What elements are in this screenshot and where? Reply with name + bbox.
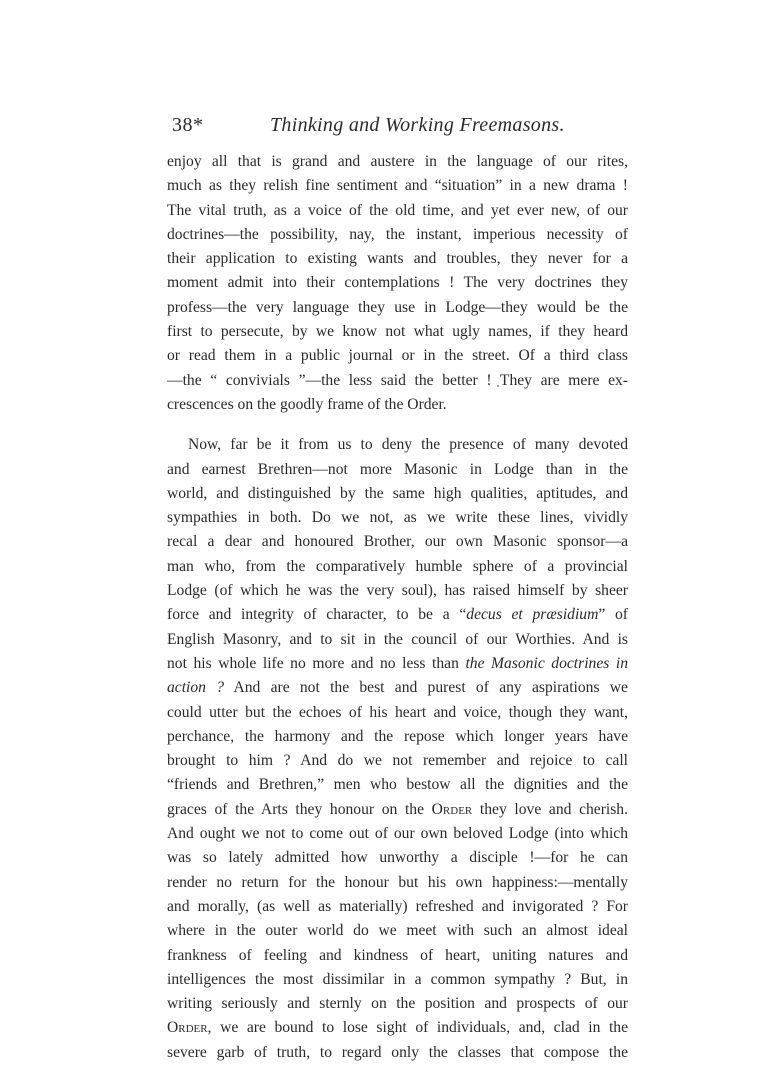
page-header <box>172 114 642 144</box>
text-line: moment admit into their contemplations ! The very doctrines they <box>167 274 628 292</box>
text-line: world, and distinguished by the same high qualities, aptitudes, and <box>167 484 628 502</box>
text-line: The vital truth, as a voice of the old time, and yet ever new, of our <box>167 201 628 219</box>
body-text <box>167 150 628 1065</box>
small-caps-word: Order <box>431 800 473 818</box>
text-line: English Masonry, and to sit in the council of our Worthies. And is <box>167 630 628 648</box>
text-line: “friends and Brethren,” men who bestow all the dignities and the <box>167 776 628 794</box>
paragraph-2 <box>167 433 628 1065</box>
text-line <box>167 603 628 627</box>
text-run: And are not the best and purest of any aspirations we <box>224 679 628 697</box>
small-caps-word: Order <box>167 1019 208 1037</box>
text-line: render no return for the honour but his own happiness:—mentally <box>167 873 628 891</box>
text-line: and earnest Brethren—not more Masonic in Lodge than in the <box>167 460 628 478</box>
text-run: ” of <box>598 606 628 624</box>
italic-phrase: the Masonic doctrines in <box>465 654 628 672</box>
text-line: was so lately admitted how unworthy a disciple !—for he can <box>167 849 628 867</box>
text-line: perchance, the harmony and the repose which longer years have <box>167 727 628 745</box>
latin-phrase: decus et præsidium <box>466 606 599 624</box>
text-line: writing seriously and sternly on the position and prospects of our <box>167 995 628 1013</box>
text-line: could utter but the echoes of his heart and voice, though they want, <box>167 703 628 721</box>
text-line: their application to existing wants and troubles, they never for a <box>167 250 628 268</box>
text-line: man who, from the comparatively humble sphere of a provincial <box>167 557 628 575</box>
text-line: brought to him ? And do we not remember and rejoice to call <box>167 752 628 770</box>
text-line: frankness of feeling and kindness of heart, uniting natures and <box>167 946 628 964</box>
text-line: doctrines—the possibility, nay, the instant, imperious necessity of <box>167 225 628 243</box>
text-line: sympathies in both. Do we not, as we write these lines, vividly <box>167 509 628 527</box>
text-line: Lodge (of which he was the very soul), has raised himself by sheer <box>167 582 628 600</box>
page-number: 38* <box>172 114 204 136</box>
text-line <box>167 798 628 822</box>
text-line: enjoy all that is grand and austere in the language of our rites, <box>167 153 628 170</box>
text-line: and morally, (as well as materially) refreshed and invigorated ? For <box>167 897 628 915</box>
text-line: —the “ convivials ”—the less said the better ! They are mere ex- <box>167 371 628 389</box>
running-title: Thinking and Working Freemasons. <box>270 114 565 136</box>
text-line: severe garb of truth, to regard only the classes that compose the <box>167 1043 628 1061</box>
text-run: they love and cherish. <box>472 800 628 818</box>
text-line: first to persecute, by we know not what ugly names, if they heard <box>167 323 628 341</box>
paragraph-1 <box>167 150 628 417</box>
italic-phrase: action ? <box>167 679 225 697</box>
text-line: recal a dear and honoured Brother, our own Masonic sponsor—a <box>167 533 628 551</box>
text-line <box>167 1016 628 1040</box>
text-line: or read them in a public journal or in the street. Of a third class <box>167 347 628 365</box>
paragraph-gap <box>167 417 628 433</box>
text-run: graces of the Arts they honour on the <box>167 800 432 818</box>
text-line: much as they relish fine sentiment and “situation” in a new drama ! <box>167 177 628 195</box>
text-line: crescences on the goodly frame of the Order. <box>167 395 447 413</box>
text-line <box>167 652 628 676</box>
text-run: force and integrity of character, to be a “ <box>167 606 467 624</box>
text-line <box>167 676 628 700</box>
text-line: Now, far be it from us to deny the presence of many devoted <box>188 436 628 454</box>
text-line: where in the outer world do we meet with such an almost ideal <box>167 922 628 940</box>
text-run: , we are bound to lose sight of individuals, and, clad in the <box>207 1019 628 1037</box>
text-line: And ought we not to come out of our own beloved Lodge (into which <box>167 825 628 843</box>
text-line: intelligences the most dissimilar in a common sympathy ? But, in <box>167 970 628 988</box>
text-line: profess—the very language they use in Lodge—they would be the <box>167 298 628 316</box>
text-run: not his whole life no more and no less than <box>167 654 466 672</box>
